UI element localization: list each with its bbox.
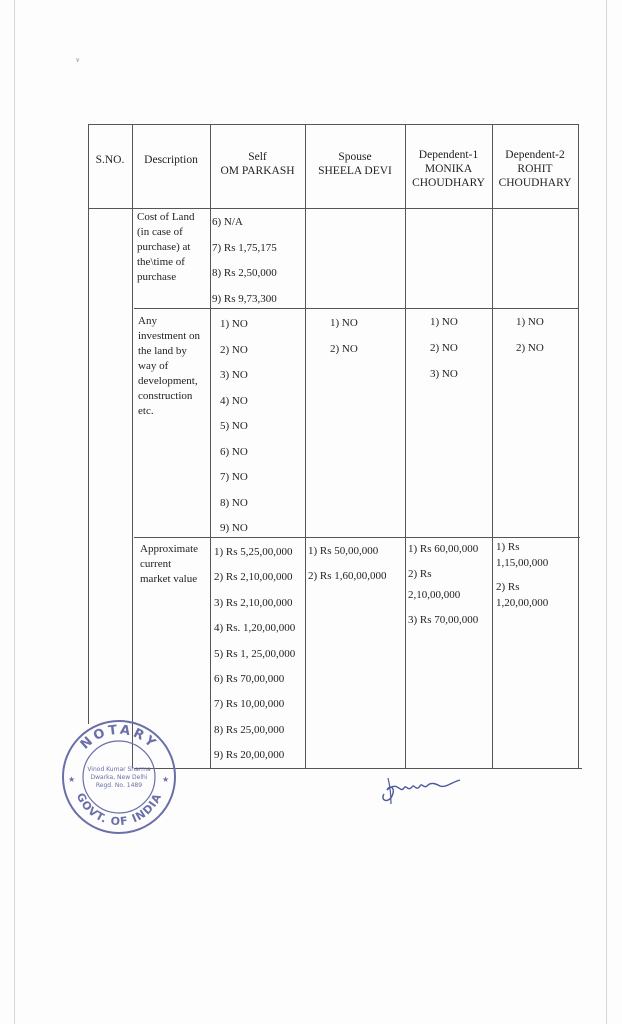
row-3-dependent-2: 1) Rs 1,15,00,000 2) Rs 1,20,00,000 [496,541,549,609]
stamp-inner-2: Dwarka, New Delhi [90,774,148,781]
scan-mark: ᵥ [76,50,80,64]
header-spouse: Spouse SHEELA DEVI [318,151,392,177]
header-description: Description [144,154,198,166]
stamp-star-right: ★ [162,775,170,784]
header-sno: S.NO. [95,154,125,166]
stamp-star-left: ★ [68,775,76,784]
stamp-bottom-text: GOVT. OF INDIA [73,790,165,829]
header-dependent-1: Dependent-1 MONIKA CHOUDHARY [412,149,485,189]
svg-text:NOTARY [78,723,160,753]
row-2-spouse: 1) NO 2) NO [330,317,358,355]
signature [378,770,468,810]
row-3-description: Approximate current market value [140,543,199,585]
row-3-self: 1) Rs 5,25,00,000 2) Rs 2,10,00,000 3) Rs 2,10,00,000 4) Rs. 1,20,00,000 5) Rs 1, 25,00,000 6) Rs 70,00,000 7) Rs 10,00,000 8) Rs 25,00,000 9) Rs 20,00,000 [214,546,296,762]
row-3-dependent-1: 1) Rs 60,00,000 2) Rs 2,10,00,000 3) Rs 70,00,000 [408,543,479,626]
notary-stamp [60,718,178,836]
row-2-self: 1) NO 2) NO 3) NO 4) NO 5) NO 6) NO 7) NO 8) NO 9) NO [220,318,248,534]
row-2-dependent-2: 1) NO 2) NO [516,316,544,354]
stamp-inner-1: Vinod Kumar Sharma [87,766,151,773]
row-1-self: 6) N/A 7) Rs 1,75,175 8) Rs 2,50,000 9) Rs 9,73,300 [212,216,277,305]
header-self: Self OM PARKASH [220,151,295,177]
stamp-inner-3: Regd. No. 1489 [95,782,143,789]
row-2-dependent-1: 1) NO 2) NO 3) NO [430,316,458,380]
header-dependent-2: Dependent-2 ROHIT CHOUDHARY [498,149,572,189]
stamp-top-text: NOTARY [77,722,161,753]
row-2-description: Any investment on the land by way of development, construction etc. [138,315,201,417]
row-3-spouse: 1) Rs 50,00,000 2) Rs 1,60,00,000 [308,545,387,582]
row-1-description: Cost of Land (in case of purchase) at the\time of purchase [137,211,195,283]
